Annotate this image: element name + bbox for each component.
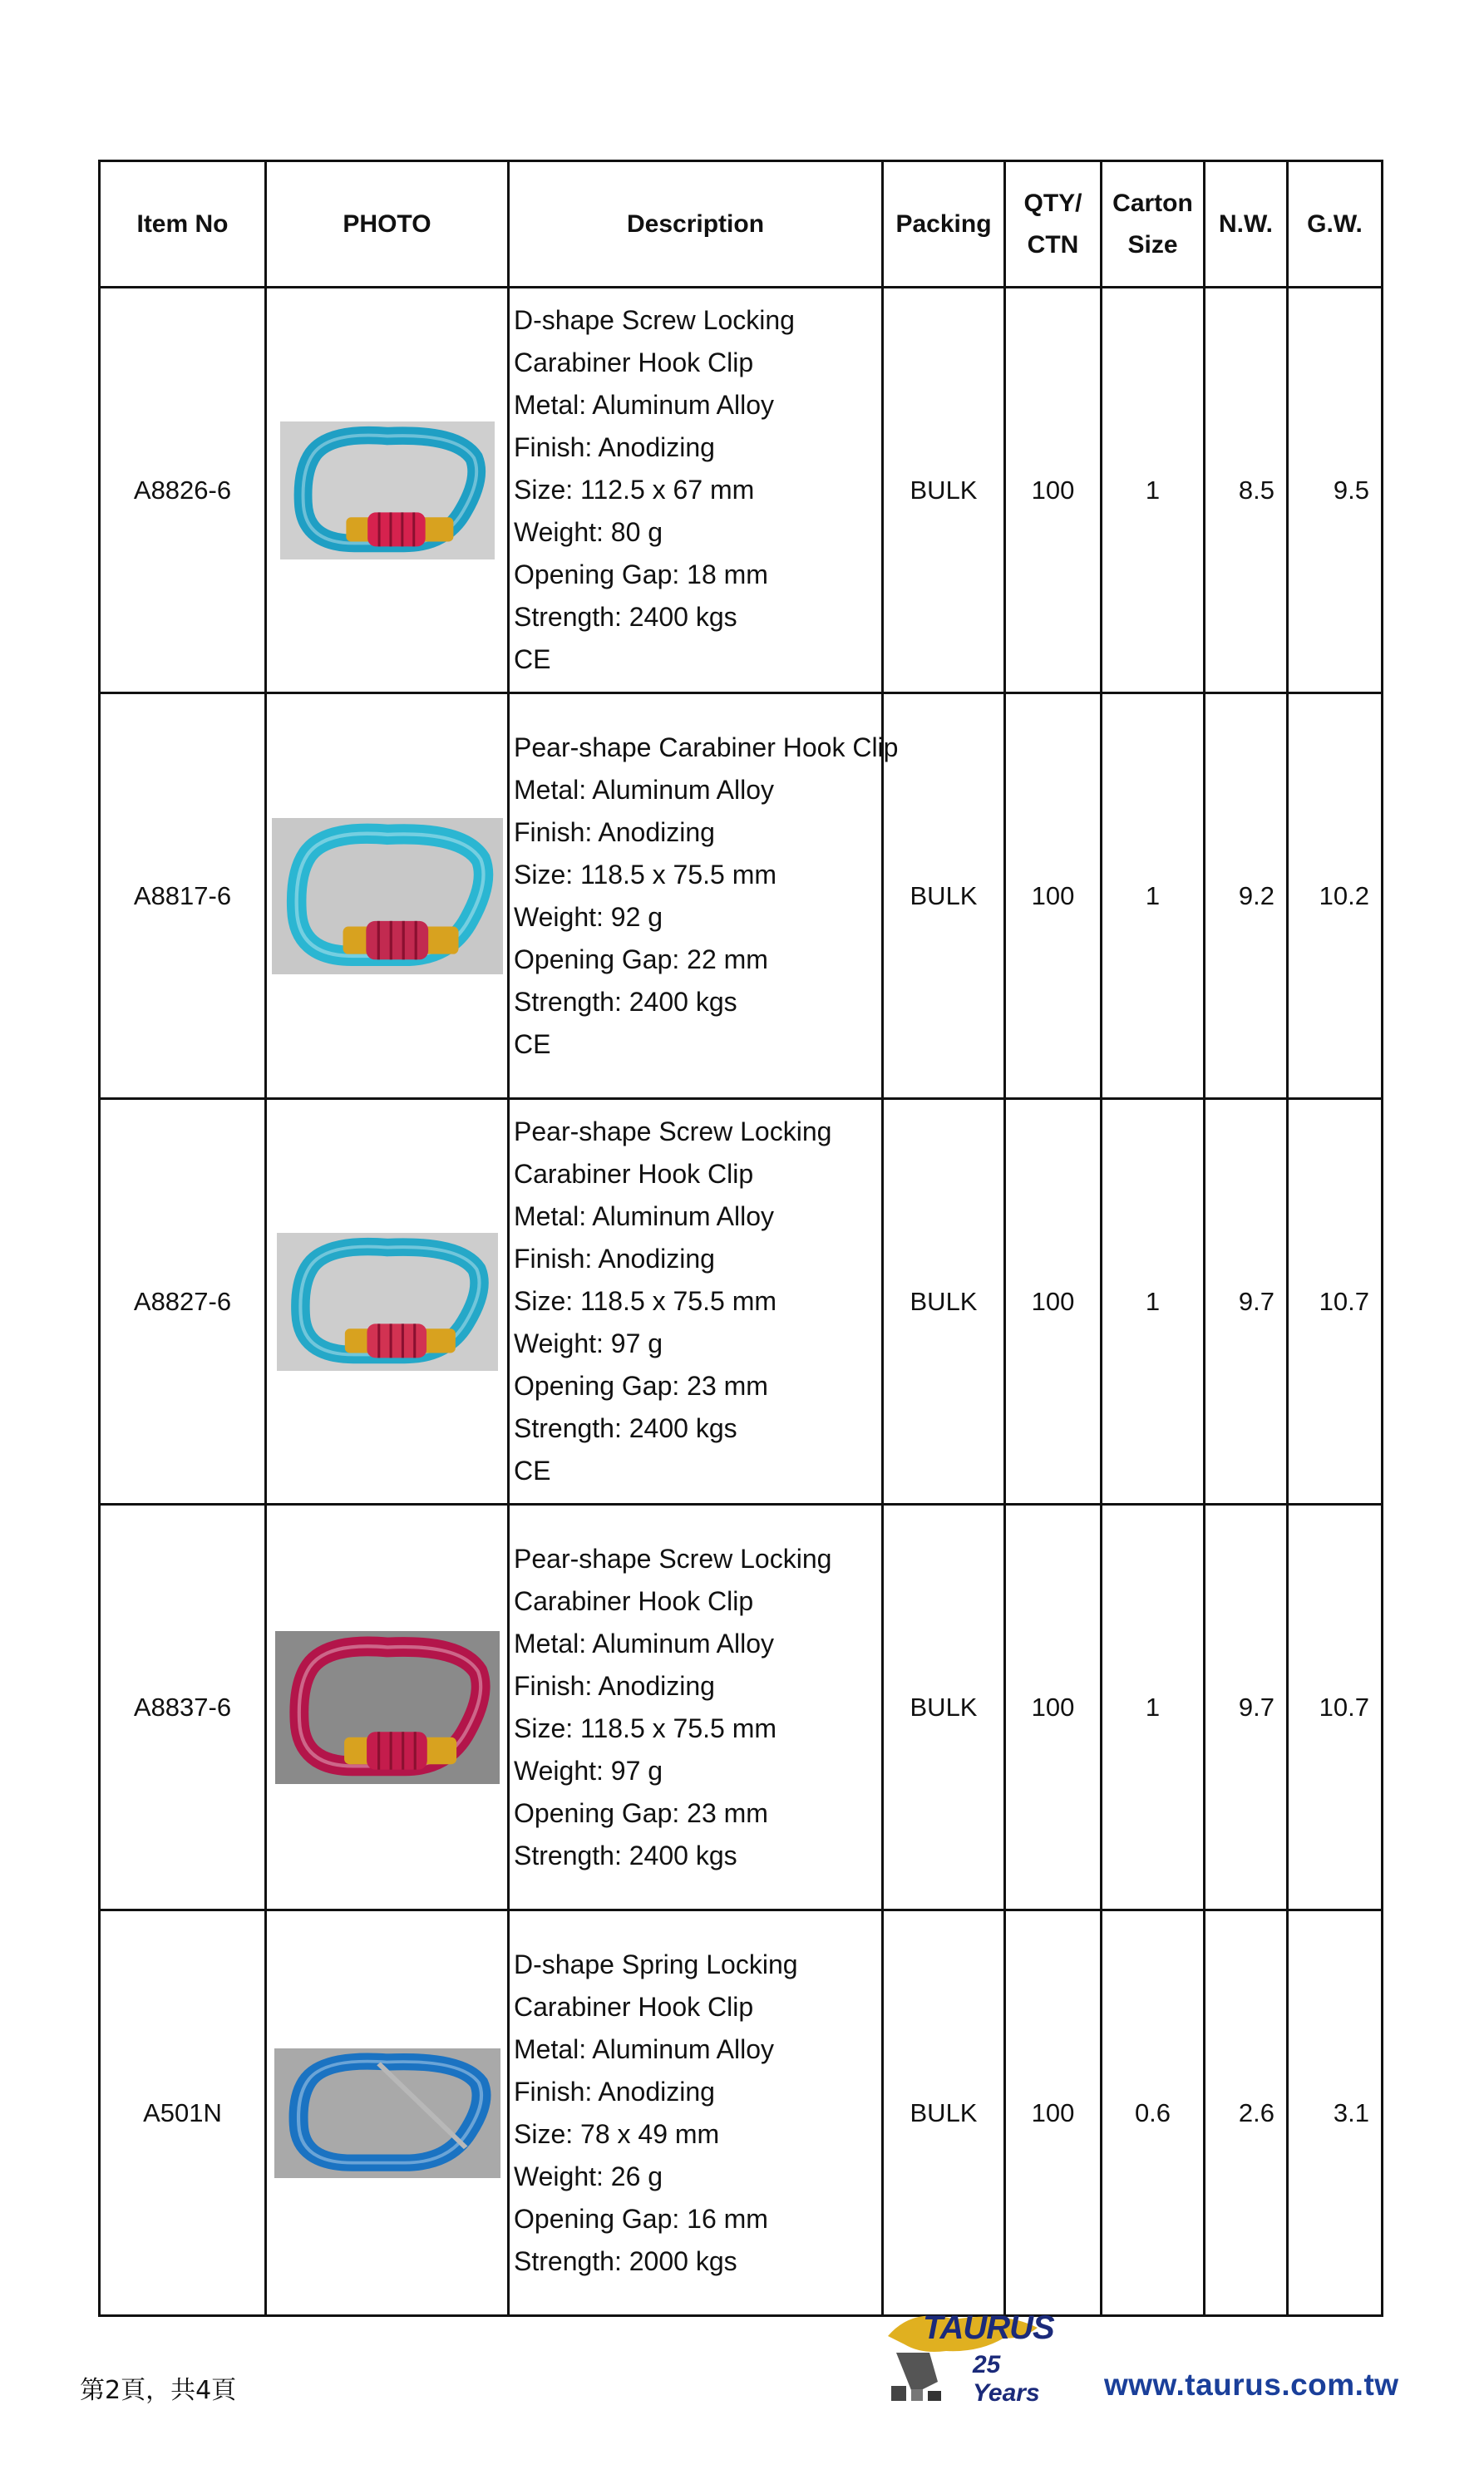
cell-nw: 9.7 bbox=[1205, 1505, 1288, 1910]
cell-photo bbox=[266, 1099, 509, 1505]
description-line: Metal: Aluminum Alloy bbox=[514, 774, 775, 805]
cell-gw: 10.7 bbox=[1288, 1505, 1383, 1910]
cell-carton-size: 1 bbox=[1102, 1099, 1205, 1505]
description-line: Weight: 97 g bbox=[514, 1755, 663, 1786]
table-row bbox=[100, 288, 1383, 693]
cell-packing: BULK bbox=[883, 693, 1005, 1099]
cell-item-no: A8827-6 bbox=[100, 1099, 266, 1505]
header-description: Description bbox=[509, 161, 883, 288]
cell-gw: 9.5 bbox=[1288, 288, 1383, 693]
cell-qty: 100 bbox=[1005, 1099, 1102, 1505]
header-qty-line2: CTN bbox=[1027, 230, 1079, 259]
description-line: Size: 118.5 x 75.5 mm bbox=[514, 859, 777, 890]
logo-brand-text: TAURUS bbox=[923, 2309, 1054, 2346]
product-photo bbox=[272, 818, 503, 974]
description-line: Pear-shape Screw Locking bbox=[514, 1543, 832, 1574]
carabiner-icon bbox=[272, 818, 503, 974]
description-line: Strength: 2400 kgs bbox=[514, 986, 737, 1017]
description-line: CE bbox=[514, 644, 551, 674]
carabiner-icon bbox=[280, 421, 495, 559]
cell-item-no: A501N bbox=[100, 1910, 266, 2316]
cell-gw: 10.2 bbox=[1288, 693, 1383, 1099]
table-row bbox=[100, 1505, 1383, 1910]
description-line: Pear-shape Screw Locking bbox=[514, 1116, 832, 1146]
cell-packing: BULK bbox=[883, 288, 1005, 693]
header-carton-line1: Carton bbox=[1112, 189, 1193, 217]
cell-nw: 9.7 bbox=[1205, 1099, 1288, 1505]
description-line: Weight: 97 g bbox=[514, 1328, 663, 1358]
description-line: Finish: Anodizing bbox=[514, 1670, 715, 1701]
header-item-no: Item No bbox=[100, 161, 266, 288]
description-line: Opening Gap: 22 mm bbox=[514, 944, 768, 974]
table-row bbox=[100, 1099, 1383, 1505]
cell-item-no: A8837-6 bbox=[100, 1505, 266, 1910]
description-line: Carabiner Hook Clip bbox=[514, 1159, 754, 1189]
cell-qty: 100 bbox=[1005, 1505, 1102, 1910]
description-line: Finish: Anodizing bbox=[514, 2076, 715, 2107]
carabiner-icon bbox=[274, 2048, 500, 2178]
cell-photo bbox=[266, 1505, 509, 1910]
product-photo bbox=[280, 421, 495, 559]
description-line: Finish: Anodizing bbox=[514, 432, 715, 462]
cell-photo bbox=[266, 693, 509, 1099]
description-line: Metal: Aluminum Alloy bbox=[514, 1628, 775, 1659]
website-link[interactable]: www.taurus.com.tw bbox=[1104, 2368, 1399, 2402]
description-line: Carabiner Hook Clip bbox=[514, 1585, 754, 1616]
description-line: Size: 118.5 x 75.5 mm bbox=[514, 1713, 777, 1743]
description-line: Opening Gap: 16 mm bbox=[514, 2203, 768, 2234]
cell-qty: 100 bbox=[1005, 288, 1102, 693]
cell-gw: 3.1 bbox=[1288, 1910, 1383, 2316]
description-line: Strength: 2400 kgs bbox=[514, 602, 737, 632]
description-line: Strength: 2400 kgs bbox=[514, 1413, 737, 1443]
cell-carton-size: 1 bbox=[1102, 1505, 1205, 1910]
description-line: Weight: 80 g bbox=[514, 517, 663, 547]
table-row bbox=[100, 1910, 1383, 2316]
cell-carton-size: 0.6 bbox=[1102, 1910, 1205, 2316]
cell-photo bbox=[266, 288, 509, 693]
cell-description bbox=[509, 693, 899, 1099]
header-carton-line2: Size bbox=[1127, 230, 1178, 259]
header-gw: G.W. bbox=[1288, 161, 1383, 288]
cell-nw: 9.2 bbox=[1205, 693, 1288, 1099]
header-qty-ctn bbox=[1005, 161, 1102, 288]
description-line: Finish: Anodizing bbox=[514, 1244, 715, 1274]
header-packing: Packing bbox=[883, 161, 1005, 288]
header-photo: PHOTO bbox=[266, 161, 509, 288]
description-line: Metal: Aluminum Alloy bbox=[514, 1201, 775, 1231]
header-carton-size bbox=[1102, 161, 1205, 288]
description-line: CE bbox=[514, 1028, 551, 1059]
description-line: Pear-shape Carabiner Hook Clip bbox=[514, 732, 899, 762]
description-line: Size: 118.5 x 75.5 mm bbox=[514, 1286, 777, 1316]
cell-description bbox=[509, 288, 883, 693]
cell-carton-size: 1 bbox=[1102, 288, 1205, 693]
description-line: Weight: 92 g bbox=[514, 901, 663, 932]
cell-carton-size: 1 bbox=[1102, 693, 1205, 1099]
cell-packing: BULK bbox=[883, 1910, 1005, 2316]
cell-item-no: A8817-6 bbox=[100, 693, 266, 1099]
taurus-logo bbox=[880, 2303, 1071, 2411]
description-line: Finish: Anodizing bbox=[514, 816, 715, 847]
carabiner-icon bbox=[275, 1631, 500, 1784]
logo-years-text: 25 Years bbox=[973, 2351, 1040, 2407]
cell-description bbox=[509, 1505, 883, 1910]
cell-description bbox=[509, 1910, 883, 2316]
product-photo bbox=[274, 2048, 500, 2178]
cell-packing: BULK bbox=[883, 1505, 1005, 1910]
carabiner-icon bbox=[277, 1233, 498, 1371]
description-line: D-shape Screw Locking bbox=[514, 305, 795, 335]
cell-photo bbox=[266, 1910, 509, 2316]
description-line: Weight: 26 g bbox=[514, 2161, 663, 2191]
description-line: Carabiner Hook Clip bbox=[514, 1991, 754, 2022]
cell-gw: 10.7 bbox=[1288, 1099, 1383, 1505]
description-line: Metal: Aluminum Alloy bbox=[514, 2033, 775, 2064]
description-line: Strength: 2000 kgs bbox=[514, 2245, 737, 2276]
product-photo bbox=[277, 1233, 498, 1371]
description-line: Opening Gap: 23 mm bbox=[514, 1797, 768, 1828]
description-line: Size: 78 x 49 mm bbox=[514, 2118, 720, 2149]
header-nw: N.W. bbox=[1205, 161, 1288, 288]
description-line: Size: 112.5 x 67 mm bbox=[514, 475, 755, 505]
cell-description bbox=[509, 1099, 883, 1505]
table-row bbox=[100, 693, 1383, 1099]
header-qty-line1: QTY/ bbox=[1023, 189, 1082, 217]
description-line: Metal: Aluminum Alloy bbox=[514, 390, 775, 420]
product-table bbox=[98, 160, 1383, 2317]
description-line: Carabiner Hook Clip bbox=[514, 347, 754, 377]
description-line: Opening Gap: 23 mm bbox=[514, 1371, 768, 1401]
cell-qty: 100 bbox=[1005, 693, 1102, 1099]
product-photo bbox=[275, 1631, 500, 1784]
description-line: Strength: 2400 kgs bbox=[514, 1840, 737, 1870]
cell-nw: 2.6 bbox=[1205, 1910, 1288, 2316]
table-body bbox=[100, 288, 1383, 2316]
description-line: Opening Gap: 18 mm bbox=[514, 559, 768, 589]
description-line: CE bbox=[514, 1456, 551, 1486]
cell-packing: BULK bbox=[883, 1099, 1005, 1505]
page-number: 第2頁，共4頁 bbox=[80, 2376, 237, 2405]
table-header-row bbox=[100, 161, 1383, 288]
cell-item-no: A8826-6 bbox=[100, 288, 266, 693]
description-line: D-shape Spring Locking bbox=[514, 1949, 798, 1979]
cell-nw: 8.5 bbox=[1205, 288, 1288, 693]
cell-qty: 100 bbox=[1005, 1910, 1102, 2316]
